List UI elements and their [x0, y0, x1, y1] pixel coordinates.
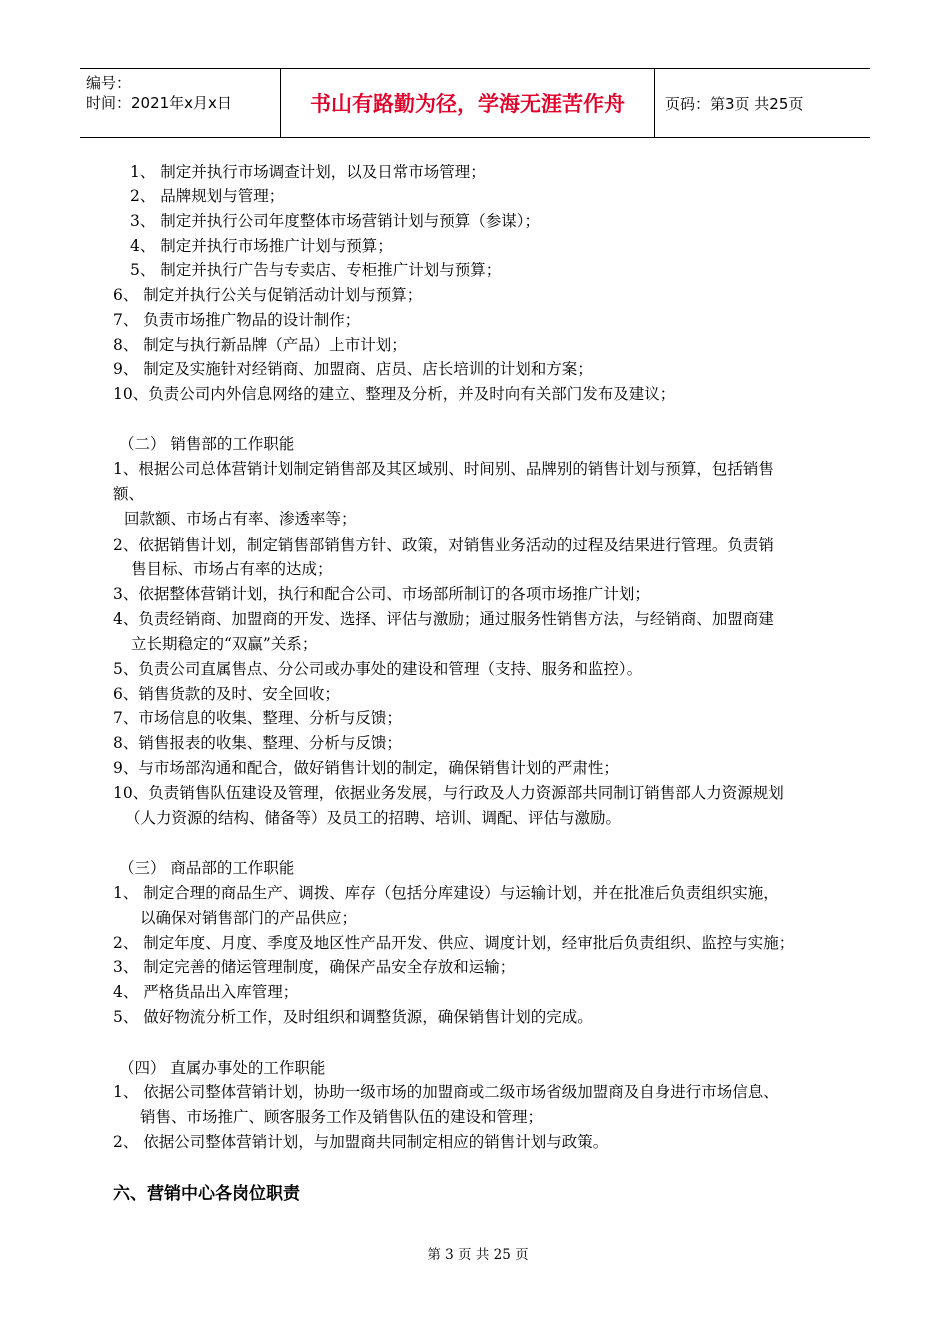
page-header — [80, 68, 870, 138]
sales-line: 10、负责销售队伍建设及管理，依据业务发展，与行政及人力资源部共同制订销售部人力资源规划 — [113, 784, 784, 802]
market-item: 4、 制定并执行市场推广计划与预算； — [130, 237, 393, 255]
goods-line: 1、 制定合理的商品生产、调拨、库存（包括分库建设）与运输计划，并在批准后负责组织实施， — [113, 884, 779, 902]
sales-line: 2、依据销售计划，制定销售部销售方针、政策，对销售业务活动的过程及结果进行管理。负责销 — [113, 536, 774, 554]
goods-line: 5、 做好物流分析工作，及时组织和调整货源，确保销售计划的完成。 — [113, 1008, 593, 1026]
goods-heading: （三） 商品部的工作职能 — [119, 859, 295, 877]
market-item: 3、 制定并执行公司年度整体市场营销计划与预算（参谋）； — [130, 212, 541, 230]
sales-line: 6、销售货款的及时、安全回收； — [113, 685, 340, 703]
sales-line: 售目标、市场占有率的达成； — [131, 560, 333, 578]
header-page-info: 页码：第3页 共25页 — [665, 94, 804, 113]
serial-label: 编号： — [86, 74, 132, 92]
goods-line: 4、 严格货品出入库管理； — [113, 983, 299, 1001]
market-item: 9、 制定及实施针对经销商、加盟商、店员、店长培训的计划和方案； — [113, 360, 593, 378]
header-motto: 书山有路勤为径，学海无涯苦作舟 — [280, 69, 655, 137]
section-six-title: 六、营销中心各岗位职责 — [113, 1184, 300, 1204]
header-meta — [80, 69, 280, 137]
market-item: 1、 制定并执行市场调查计划，以及日常市场管理； — [130, 163, 486, 181]
sales-line: 5、负责公司直属售点、分公司或办事处的建设和管理（支持、服务和监控）。 — [113, 660, 643, 678]
sales-line: 7、市场信息的收集、整理、分析与反馈； — [113, 709, 402, 727]
goods-line: 3、 制定完善的储运管理制度，确保产品安全存放和运输； — [113, 958, 516, 976]
sales-line: 9、与市场部沟通和配合，做好销售计划的制定，确保销售计划的严肃性； — [113, 759, 619, 777]
sales-line: 立长期稳定的“双赢”关系； — [131, 635, 318, 653]
sales-line: 额、 — [113, 485, 145, 503]
sales-line: 1、根据公司总体营销计划制定销售部及其区域别、时间别、品牌别的销售计划与预算，包括销售 — [113, 460, 774, 478]
office-line: 1、 依据公司整体营销计划，协助一级市场的加盟商或二级市场省级加盟商及自身进行市场信息、 — [113, 1083, 779, 1101]
market-item: 10、负责公司内外信息网络的建立、整理及分析，并及时向有关部门发布及建议； — [113, 385, 676, 403]
sales-line: 4、负责经销商、加盟商的开发、选择、评估与激励；通过服务性销售方法，与经销商、加盟商建 — [113, 610, 774, 628]
market-item: 2、 品牌规划与管理； — [130, 187, 285, 205]
office-line: 2、 依据公司整体营销计划，与加盟商共同制定相应的销售计划与政策。 — [113, 1133, 609, 1151]
sales-heading: （二） 销售部的工作职能 — [119, 435, 295, 453]
market-item: 8、 制定与执行新品牌（产品）上市计划； — [113, 336, 407, 354]
office-heading: （四） 直属办事处的工作职能 — [119, 1059, 326, 1077]
goods-line: 以确保对销售部门的产品供应； — [140, 909, 358, 927]
sales-line: 回款额、市场占有率、渗透率等； — [124, 510, 357, 528]
market-item: 7、 负责市场推广物品的设计制作； — [113, 311, 361, 329]
goods-line: 2、 制定年度、月度、季度及地区性产品开发、供应、调度计划，经审批后负责组织、监控与实施； — [113, 934, 795, 952]
time-label: 时间：2021年x月x日 — [86, 94, 232, 112]
sales-line: 3、依据整体营销计划，执行和配合公司、市场部所制订的各项市场推广计划； — [113, 585, 650, 603]
market-item: 5、 制定并执行广告与专卖店、专柜推广计划与预算； — [130, 261, 502, 279]
market-item: 6、 制定并执行公关与促销活动计划与预算； — [113, 286, 423, 304]
sales-line: 8、销售报表的收集、整理、分析与反馈； — [113, 734, 402, 752]
page-footer: 第 3 页 共 25 页 — [427, 1247, 529, 1263]
sales-line: （人力资源的结构、储备等）及员工的招聘、培训、调配、评估与激励。 — [125, 809, 622, 827]
office-line: 销售、市场推广、顾客服务工作及销售队伍的建设和管理； — [140, 1108, 544, 1126]
